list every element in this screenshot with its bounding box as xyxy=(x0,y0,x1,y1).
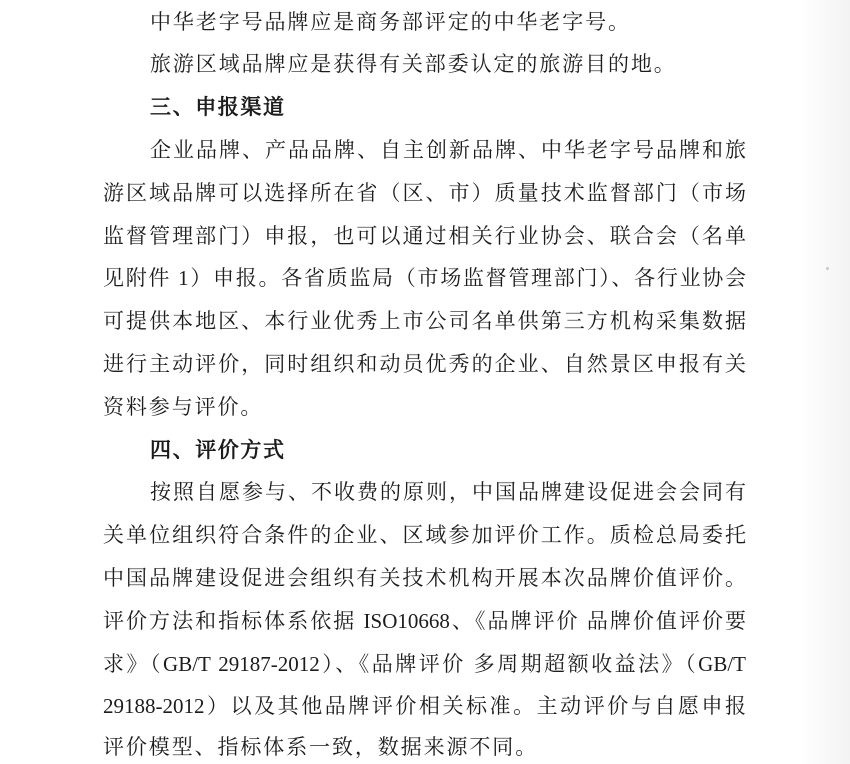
paragraph-line: 企业品牌、产品品牌、自主创新品牌、中华老字号品牌和旅 xyxy=(150,137,746,162)
section-application-channels xyxy=(103,86,746,428)
paragraph-line: 评价模型、指标体系一致，数据来源不同。 xyxy=(103,735,539,760)
paragraph-line: 游区域品牌可以选择所在省（区、市）质量技术监督部门（市场 xyxy=(103,180,746,205)
intro-line: 中华老字号品牌应是商务部评定的中华老字号。 xyxy=(150,9,631,34)
paragraph-line: 见附件 1）申报。各省质监局（市场监督管理部门）、各行业协会 xyxy=(103,266,746,291)
paragraph-line: 监督管理部门）申报，也可以通过相关行业协会、联合会（名单 xyxy=(103,223,746,248)
paragraph-line: 评价方法和指标体系依据 ISO10668、《品牌评价 品牌价值评价要 xyxy=(103,608,746,633)
intro-paragraphs xyxy=(103,1,746,87)
intro-line: 旅游区域品牌应是获得有关部委认定的旅游目的地。 xyxy=(150,52,677,77)
paragraph-line: 可提供本地区、本行业优秀上市公司名单供第三方机构采集数据 xyxy=(103,309,746,334)
paragraph-line: 进行主动评价，同时组织和动员优秀的企业、自然景区申报有关 xyxy=(103,351,746,376)
scan-speck xyxy=(826,267,829,270)
section-heading: 三、申报渠道 xyxy=(150,95,286,120)
paragraph-line: 求》（GB/T 29187-2012）、《品牌评价 多周期超额收益法》（GB/T xyxy=(103,651,746,676)
section-evaluation-method xyxy=(103,429,746,764)
paragraph-line: 关单位组织符合条件的企业、区域参加评价工作。质检总局委托 xyxy=(103,523,746,548)
document-text xyxy=(103,1,746,764)
section-heading: 四、评价方式 xyxy=(150,437,286,462)
paragraph-line: 资料参与评价。 xyxy=(103,394,264,419)
paragraph-line: 29188-2012）以及其他品牌评价相关标准。主动评价与自愿申报 xyxy=(103,694,746,719)
paragraph-line: 按照自愿参与、不收费的原则，中国品牌建设促进会会同有 xyxy=(150,480,746,505)
paragraph-line: 中国品牌建设促进会组织有关技术机构开展本次品牌价值评价。 xyxy=(103,565,746,590)
